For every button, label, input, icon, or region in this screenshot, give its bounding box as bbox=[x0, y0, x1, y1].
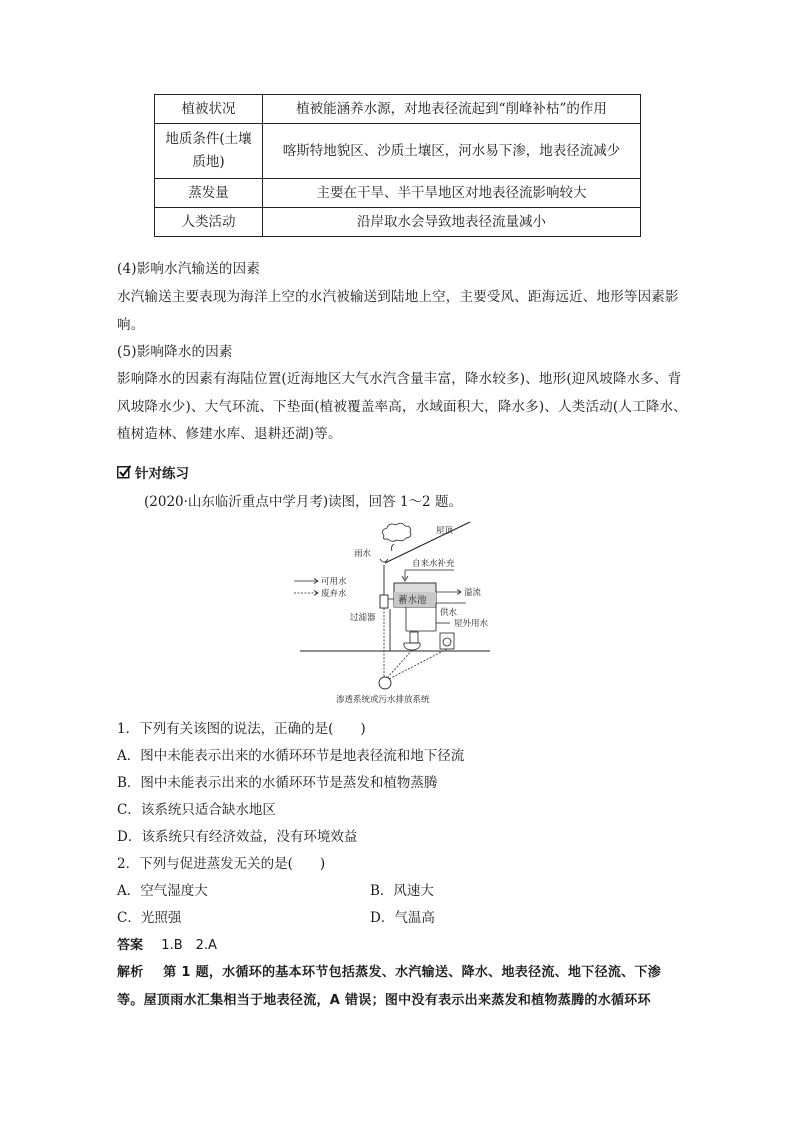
filter-label: 过滤器 bbox=[350, 613, 376, 623]
supply-label: 供水 bbox=[440, 608, 458, 618]
roof-label: 屋顶 bbox=[436, 526, 454, 536]
q2-option-b: B．风速大 bbox=[370, 883, 434, 899]
factor-line: 地质条件(土壤 bbox=[165, 131, 252, 147]
q1-option-d: D．该系统只有经济效益，没有环境效益 bbox=[117, 829, 358, 845]
section5-heading: (5)影响降水的因素 bbox=[117, 344, 233, 360]
table-cell-desc: 喀斯特地貌区、沙质土壤区，河水易下渗，地表径流减少 bbox=[263, 124, 641, 179]
section4-heading: (4)影响水汽输送的因素 bbox=[117, 261, 261, 277]
q1-option-a: A．图中未能表示出来的水循环环节是地表径流和地下径流 bbox=[117, 748, 465, 764]
section4-text: 水汽输送主要表现为海洋上空的水汽被输送到陆地上空，主要受风、距海远近、地形等因素影响。 bbox=[117, 289, 679, 333]
table-cell-factor: 人类活动 bbox=[155, 208, 263, 237]
analysis-label: 解析 bbox=[117, 965, 144, 980]
analysis-text: 第 1 题，水循环的基本环节包括蒸发、水汽输送、降水、地表径流、地下径流、下渗等。屋顶雨水汇集相当于地表径流，A 错误；图中没有表示出来蒸发和植物蒸腾的水循环环 bbox=[117, 965, 662, 1008]
answer-text: 1.B 2.A bbox=[161, 938, 217, 953]
q1-option-c: C．该系统只适合缺水地区 bbox=[117, 802, 276, 818]
cloud-icon bbox=[383, 523, 411, 551]
roof-line bbox=[385, 522, 470, 563]
q2-option-c: C．光照强 bbox=[117, 910, 182, 926]
analysis-block bbox=[117, 959, 677, 1015]
table-row bbox=[155, 124, 641, 179]
practice-title: 针对练习 bbox=[135, 466, 189, 482]
section5-text: 影响降水的因素有海陆位置(近海地区大气水汽含量丰富，降水较多)、地形(迎风坡降水多、背风坡降水少)、大气环流、下垫面(植被覆盖率高，水域面积大，降水多)、人类活动(人工降水、植树造林、修建水库、退耕还湖)等。 bbox=[117, 371, 687, 442]
q1-stem: 1．下列有关该图的说法，正确的是( ) bbox=[117, 721, 366, 737]
factor-table bbox=[154, 94, 641, 237]
toilet-icon bbox=[404, 632, 420, 650]
table-cell-desc: 植被能涵养水源，对地表径流起到“削峰补枯”的作用 bbox=[263, 95, 641, 124]
drainage-circle bbox=[379, 677, 391, 689]
table-cell-factor: 蒸发量 bbox=[155, 179, 263, 208]
table-cell-factor: 植被状况 bbox=[155, 95, 263, 124]
tank-label: 蓄水池 bbox=[398, 595, 427, 606]
legend-usable-water: 可用水 bbox=[321, 577, 347, 587]
answer-line bbox=[117, 932, 217, 960]
filter-box bbox=[380, 595, 388, 608]
checkbox-checked-icon bbox=[117, 465, 131, 479]
table-cell-desc: 沿岸取水会导致地表径流量减小 bbox=[263, 208, 641, 237]
table-cell-factor bbox=[155, 124, 263, 179]
answer-label: 答案 bbox=[117, 938, 144, 953]
table-row bbox=[155, 95, 641, 124]
q1-option-b: B．图中未能表示出来的水循环环节是蒸发和植物蒸腾 bbox=[117, 775, 438, 791]
tap-supply-label: 自来水补充 bbox=[412, 559, 455, 569]
factor-line: 质地) bbox=[192, 154, 225, 170]
washing-machine-icon bbox=[440, 633, 454, 649]
overflow-label: 溢流 bbox=[464, 588, 482, 598]
rain-label: 雨水 bbox=[354, 549, 372, 559]
table-row bbox=[155, 208, 641, 237]
table-row bbox=[155, 179, 641, 208]
legend-waste-water: 废弃水 bbox=[321, 589, 347, 599]
rainwater-harvesting-diagram bbox=[290, 519, 510, 709]
gutter bbox=[380, 559, 388, 562]
q2-option-a: A．空气湿度大 bbox=[117, 883, 208, 899]
q2-stem: 2．下列与促进蒸发无关的是( ) bbox=[117, 856, 326, 872]
q2-option-d: D．气温高 bbox=[370, 910, 435, 926]
outdoor-label: 屋外用水 bbox=[454, 619, 489, 629]
practice-heading bbox=[117, 462, 189, 482]
table-cell-desc: 主要在干旱、半干旱地区对地表径流影响较大 bbox=[263, 179, 641, 208]
diagram-caption: 渗透系统或污水排放系统 bbox=[336, 695, 430, 705]
practice-intro: (2020·山东临沂重点中学月考)读图，回答 1～2 题。 bbox=[144, 494, 462, 510]
